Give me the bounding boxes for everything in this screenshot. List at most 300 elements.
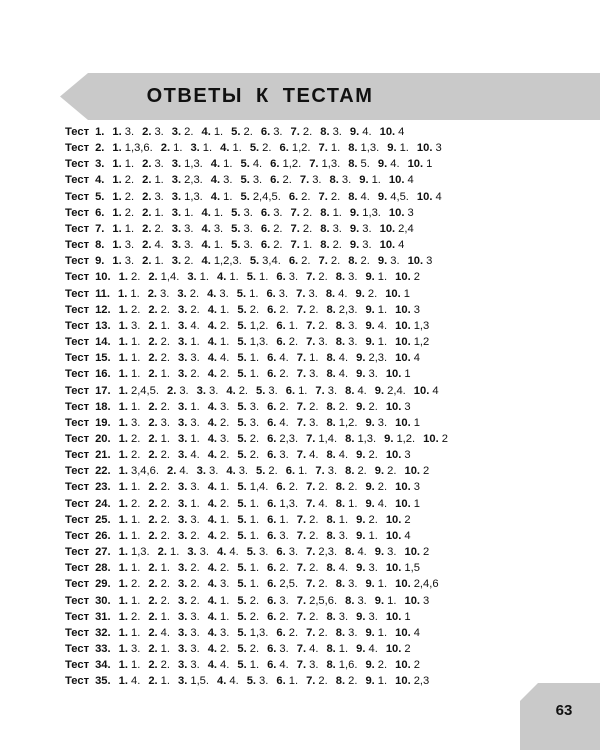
answer-value: 2. xyxy=(368,400,378,413)
question-number: 2. xyxy=(148,675,158,688)
question-number: 2. xyxy=(166,384,177,397)
question-number: 2. xyxy=(142,222,152,235)
answer-value: 3. xyxy=(279,643,289,655)
question-number: 4. xyxy=(207,481,218,494)
question-number: 4. xyxy=(210,158,221,171)
question-number: 7. xyxy=(296,400,307,413)
answer-value: 1. xyxy=(213,206,224,219)
answer-pair xyxy=(148,401,170,413)
answer-value: 4. xyxy=(229,675,239,688)
answer-pair xyxy=(119,433,141,445)
question-number: 6. xyxy=(267,497,277,510)
answer-value: 4. xyxy=(252,158,263,171)
question-number: 7. xyxy=(306,432,316,445)
question-number: 3. xyxy=(178,626,188,639)
question-number: 8. xyxy=(348,255,358,268)
question-number: 4. xyxy=(207,416,218,429)
question-number: 4. xyxy=(207,643,218,655)
answer-pair xyxy=(237,417,259,429)
answer-value: 3. xyxy=(338,610,349,623)
question-number: 9. xyxy=(356,368,366,381)
answer-value: 1. xyxy=(387,594,397,607)
answer-value: 3. xyxy=(348,626,358,639)
question-number: 5. xyxy=(240,190,250,203)
question-number: 3. xyxy=(178,675,188,688)
answer-value: 1. xyxy=(160,562,170,575)
answer-value: 1. xyxy=(130,513,141,526)
answer-pair xyxy=(365,320,387,332)
test-number: 13. xyxy=(95,319,111,332)
question-number: 1. xyxy=(112,126,122,138)
question-number: 1. xyxy=(118,287,128,300)
answer-pair xyxy=(211,158,233,170)
answer-pair xyxy=(306,336,328,348)
question-number: 5. xyxy=(231,206,241,219)
answer-pair xyxy=(112,174,134,186)
test-row xyxy=(65,140,565,156)
answer-value: 2. xyxy=(249,449,260,462)
answer-value: 2. xyxy=(268,465,278,478)
answer-pair xyxy=(386,368,411,380)
answer-pair xyxy=(306,627,328,639)
answer-pair xyxy=(167,385,189,397)
question-number: 4. xyxy=(226,465,236,478)
answer-pair xyxy=(266,288,288,300)
answer-pair xyxy=(306,271,328,283)
answer-pair xyxy=(423,433,448,445)
answer-value: 3. xyxy=(154,190,164,203)
test-row xyxy=(65,593,565,609)
answer-pair xyxy=(237,433,259,445)
question-number: 3. xyxy=(178,578,188,591)
answer-pair xyxy=(276,675,298,687)
test-label: Тест xyxy=(65,222,90,235)
answer-pair xyxy=(178,611,200,623)
answer-pair xyxy=(365,336,387,348)
answer-pair xyxy=(375,465,397,477)
answer-value: 1. xyxy=(220,610,230,623)
test-label: Тест xyxy=(65,271,90,284)
question-number: 10. xyxy=(395,497,411,510)
question-number: 7. xyxy=(306,626,316,639)
answer-pair xyxy=(226,385,248,397)
question-number: 2. xyxy=(148,303,158,316)
answer-value: 1. xyxy=(130,287,140,300)
answer-pair xyxy=(297,643,319,655)
question-number: 3. xyxy=(178,352,188,365)
answer-value: 3,4. xyxy=(262,255,281,268)
question-number: 1. xyxy=(118,465,128,478)
answer-value: 1,2. xyxy=(396,432,416,445)
answer-value: 1. xyxy=(249,578,260,591)
answer-pair xyxy=(119,530,141,542)
question-number: 6. xyxy=(285,465,296,478)
question-number: 10. xyxy=(395,626,411,639)
question-number: 7. xyxy=(290,206,300,219)
answer-pair xyxy=(261,207,283,219)
test-number: 21. xyxy=(95,449,111,462)
question-number: 2. xyxy=(148,562,158,575)
test-number: 18. xyxy=(95,400,111,413)
question-number: 3. xyxy=(178,594,188,607)
question-number: 6. xyxy=(267,562,277,575)
answer-value: 3. xyxy=(190,352,200,365)
page-title: ОТВЕТЫ К ТЕСТАМ xyxy=(146,85,374,107)
question-number: 6. xyxy=(270,158,280,171)
test-label: Тест xyxy=(65,206,90,219)
answer-value: 3. xyxy=(220,400,230,413)
question-number: 2. xyxy=(148,271,158,284)
test-number: 10. xyxy=(95,271,111,284)
answer-pair xyxy=(270,174,292,186)
answer-pair xyxy=(172,158,203,170)
answer-pair xyxy=(197,385,219,397)
answer-value: 1. xyxy=(130,529,141,542)
answer-pair xyxy=(119,304,141,316)
answer-pair xyxy=(148,481,170,493)
answer-pair xyxy=(336,498,358,510)
question-number: 1. xyxy=(112,206,122,219)
answer-value: 2 xyxy=(404,643,411,655)
answer-value: 4. xyxy=(179,465,189,478)
answer-pair xyxy=(208,336,230,348)
question-number: 8. xyxy=(335,578,346,591)
question-number: 6. xyxy=(267,610,277,623)
test-row xyxy=(65,253,565,269)
answer-value: 3. xyxy=(190,610,200,623)
answer-value: 2. xyxy=(249,432,260,445)
question-number: 6. xyxy=(285,384,296,397)
answer-pair xyxy=(356,449,378,461)
answer-pair xyxy=(172,174,203,186)
answer-pair xyxy=(326,417,357,429)
answer-pair xyxy=(267,304,289,316)
answer-pair xyxy=(267,514,289,526)
answer-pair xyxy=(348,255,370,267)
test-number: 6. xyxy=(95,206,105,219)
question-number: 2. xyxy=(148,336,158,349)
answer-value: 3. xyxy=(190,643,200,655)
answer-value: 2 xyxy=(423,465,430,478)
question-number: 5. xyxy=(240,158,250,171)
answer-pair xyxy=(326,562,348,574)
answer-value: 1. xyxy=(288,675,299,688)
question-number: 4. xyxy=(207,336,218,349)
answer-pair xyxy=(386,530,411,542)
answer-pair xyxy=(267,562,289,574)
question-number: 7. xyxy=(318,255,328,268)
answer-pair xyxy=(297,611,319,623)
question-number: 4. xyxy=(201,206,211,219)
question-number: 6. xyxy=(267,368,277,381)
question-number: 8. xyxy=(326,400,336,413)
answer-value: 3. xyxy=(124,239,135,252)
question-number: 6. xyxy=(276,336,286,349)
question-number: 10. xyxy=(395,675,411,688)
question-number: 9. xyxy=(365,626,375,639)
answer-value: 3. xyxy=(213,222,224,235)
answer-pair xyxy=(326,611,348,623)
question-number: 8. xyxy=(335,497,346,510)
question-number: 8. xyxy=(345,384,355,397)
answer-value: 3. xyxy=(130,643,141,655)
answer-value: 2. xyxy=(279,562,289,575)
question-number: 4. xyxy=(210,174,221,187)
answer-value: 2. xyxy=(160,352,170,365)
answer-pair xyxy=(345,385,367,397)
answer-value: 3. xyxy=(209,465,219,478)
question-number: 2. xyxy=(142,190,152,203)
question-number: 5. xyxy=(237,416,247,429)
test-row xyxy=(65,447,565,463)
question-number: 7. xyxy=(296,303,307,316)
answer-value: 4 xyxy=(398,239,405,252)
question-number: 10. xyxy=(385,562,402,575)
answer-value: 1,4. xyxy=(160,271,180,284)
answer-pair xyxy=(385,288,410,300)
test-label: Тест xyxy=(65,465,90,478)
answer-pair xyxy=(378,191,409,203)
test-number: 9. xyxy=(95,255,105,268)
answer-value: 3. xyxy=(190,513,200,526)
test-label: Тест xyxy=(65,368,90,381)
answer-value: 1,3. xyxy=(362,206,381,219)
answer-pair xyxy=(178,433,200,445)
answer-value: 1. xyxy=(130,481,141,494)
answer-pair xyxy=(112,142,152,154)
answer-pair xyxy=(142,239,164,251)
test-number: 27. xyxy=(95,546,111,559)
answer-value: 3. xyxy=(308,287,318,300)
answer-value: 2. xyxy=(318,271,328,284)
answer-pair xyxy=(386,562,420,574)
answer-pair xyxy=(297,449,319,461)
answer-value: 2. xyxy=(160,529,170,542)
answer-pair xyxy=(326,304,357,316)
test-row xyxy=(65,334,565,350)
answer-value: 2,4 xyxy=(398,222,414,235)
answer-value: 2. xyxy=(279,303,289,316)
answer-pair xyxy=(148,498,170,510)
answer-pair xyxy=(142,174,164,186)
answer-pair xyxy=(167,465,189,477)
answer-pair xyxy=(395,304,420,316)
answer-value: 2,5. xyxy=(279,578,299,591)
answer-value: 3. xyxy=(279,449,289,462)
question-number: 10. xyxy=(395,319,411,332)
answer-pair xyxy=(356,368,378,380)
question-number: 8. xyxy=(326,416,336,429)
test-row xyxy=(65,350,565,366)
test-label: Тест xyxy=(65,497,90,510)
answer-pair xyxy=(237,578,259,590)
answer-pair xyxy=(356,643,378,655)
question-number: 8. xyxy=(326,352,336,365)
answer-pair xyxy=(231,239,253,251)
answer-value: 4 xyxy=(407,174,414,187)
answer-pair xyxy=(148,336,170,348)
answer-pair xyxy=(197,465,219,477)
answer-value: 1. xyxy=(190,432,200,445)
test-label: Тест xyxy=(65,174,90,187)
test-label: Тест xyxy=(65,643,90,655)
question-number: 7. xyxy=(296,416,307,429)
answer-pair xyxy=(142,255,164,267)
question-number: 8. xyxy=(320,126,330,138)
question-number: 6. xyxy=(267,659,277,672)
question-number: 1. xyxy=(118,659,128,672)
question-number: 9. xyxy=(387,142,397,155)
question-number: 8. xyxy=(335,626,346,639)
test-label: Тест xyxy=(65,481,90,494)
answer-value: 3. xyxy=(259,675,269,688)
answer-value: 2. xyxy=(220,416,230,429)
answer-value: 2. xyxy=(249,610,260,623)
answer-pair xyxy=(365,417,387,429)
question-number: 6. xyxy=(260,126,271,138)
answer-value: 1 xyxy=(413,416,420,429)
answer-value: 2. xyxy=(124,190,135,203)
question-number: 7. xyxy=(309,158,319,171)
answer-value: 3. xyxy=(332,222,342,235)
test-label: Тест xyxy=(65,529,90,542)
answer-pair xyxy=(267,498,298,510)
question-number: 1. xyxy=(118,643,128,655)
test-row xyxy=(65,302,565,318)
answer-pair xyxy=(208,514,230,526)
answer-value: 3. xyxy=(154,158,164,171)
answer-value: 1. xyxy=(130,594,141,607)
answer-pair xyxy=(187,271,209,283)
question-number: 4. xyxy=(217,546,227,559)
test-number: 8. xyxy=(95,239,105,252)
answer-pair xyxy=(276,320,298,332)
answer-pair xyxy=(119,578,141,590)
answer-pair xyxy=(297,562,319,574)
test-row xyxy=(65,269,565,285)
answer-value: 2. xyxy=(160,336,170,349)
answer-pair xyxy=(404,595,429,607)
answer-value: 1. xyxy=(298,384,308,397)
test-number: 25. xyxy=(95,513,111,526)
answer-value: 1. xyxy=(348,497,358,510)
answer-value: 4. xyxy=(309,643,319,655)
question-number: 3. xyxy=(178,432,188,445)
answer-pair xyxy=(119,514,141,526)
question-number: 3. xyxy=(171,174,182,187)
question-number: 9. xyxy=(374,465,385,478)
answer-value: 1. xyxy=(202,142,213,155)
answer-value: 3. xyxy=(220,578,230,591)
answer-value: 1,2,3. xyxy=(213,255,242,268)
question-number: 10. xyxy=(388,206,405,219)
answer-pair xyxy=(276,271,298,283)
test-number: 33. xyxy=(95,643,111,655)
question-number: 2. xyxy=(148,513,158,526)
answer-value: 1. xyxy=(220,336,230,349)
answer-pair xyxy=(172,255,194,267)
question-number: 10. xyxy=(379,126,396,138)
answer-value: 3. xyxy=(124,255,135,268)
answer-pair xyxy=(172,223,194,235)
answer-pair xyxy=(365,659,387,671)
question-number: 2. xyxy=(148,352,158,365)
answer-pair xyxy=(297,595,337,607)
answer-pair xyxy=(380,223,414,235)
answer-pair xyxy=(386,611,411,623)
question-number: 7. xyxy=(306,336,316,349)
answer-pair xyxy=(119,465,159,477)
answer-pair xyxy=(350,207,381,219)
answer-pair xyxy=(365,675,387,687)
answer-pair xyxy=(267,659,289,671)
answer-value: 3. xyxy=(278,287,289,300)
answer-value: 4 xyxy=(413,626,420,639)
question-number: 3. xyxy=(178,562,188,575)
test-label: Тест xyxy=(65,416,90,429)
answer-value: 3. xyxy=(190,659,200,672)
answer-value: 3. xyxy=(309,368,319,381)
question-number: 4. xyxy=(207,497,218,510)
question-number: 3. xyxy=(178,513,188,526)
answer-pair xyxy=(112,207,134,219)
answer-value: 1. xyxy=(338,513,349,526)
question-number: 9. xyxy=(365,271,375,284)
question-number: 5. xyxy=(231,239,241,252)
answer-value: 4. xyxy=(377,319,388,332)
question-number: 1. xyxy=(112,239,122,252)
answer-pair xyxy=(330,174,352,186)
answer-pair xyxy=(395,498,420,510)
answer-pair xyxy=(201,239,223,251)
answer-value: 1. xyxy=(259,271,269,284)
question-number: 1. xyxy=(118,352,128,365)
answer-pair xyxy=(148,271,179,283)
answer-value: 2,4,6 xyxy=(413,578,439,591)
answer-value: 2. xyxy=(124,206,135,219)
test-row xyxy=(65,609,565,625)
question-number: 8. xyxy=(348,190,358,203)
answer-value: 3. xyxy=(130,416,141,429)
answer-value: 3. xyxy=(160,287,170,300)
answer-pair xyxy=(208,449,230,461)
answer-pair xyxy=(356,514,378,526)
answer-pair xyxy=(345,433,376,445)
test-label: Тест xyxy=(65,287,90,300)
question-number: 5. xyxy=(237,497,247,510)
answer-pair xyxy=(119,546,150,558)
question-number: 4. xyxy=(207,578,218,591)
answer-pair xyxy=(350,126,372,138)
answer-value: 2. xyxy=(301,190,311,203)
test-label: Тест xyxy=(65,158,90,171)
answer-value: 3 xyxy=(423,594,430,607)
answer-pair xyxy=(356,401,378,413)
answer-value: 1. xyxy=(298,465,308,478)
question-number: 5. xyxy=(231,222,241,235)
answer-value: 2,4,5. xyxy=(252,190,281,203)
question-number: 4. xyxy=(220,142,230,155)
question-number: 5. xyxy=(237,529,247,542)
question-number: 4. xyxy=(207,432,218,445)
answer-value: 2. xyxy=(160,594,170,607)
question-number: 1. xyxy=(118,594,128,607)
answer-pair xyxy=(208,498,230,510)
question-number: 8. xyxy=(326,529,336,542)
answer-value: 4 xyxy=(413,352,420,365)
answer-pair xyxy=(365,498,387,510)
answer-value: 3. xyxy=(312,174,322,187)
